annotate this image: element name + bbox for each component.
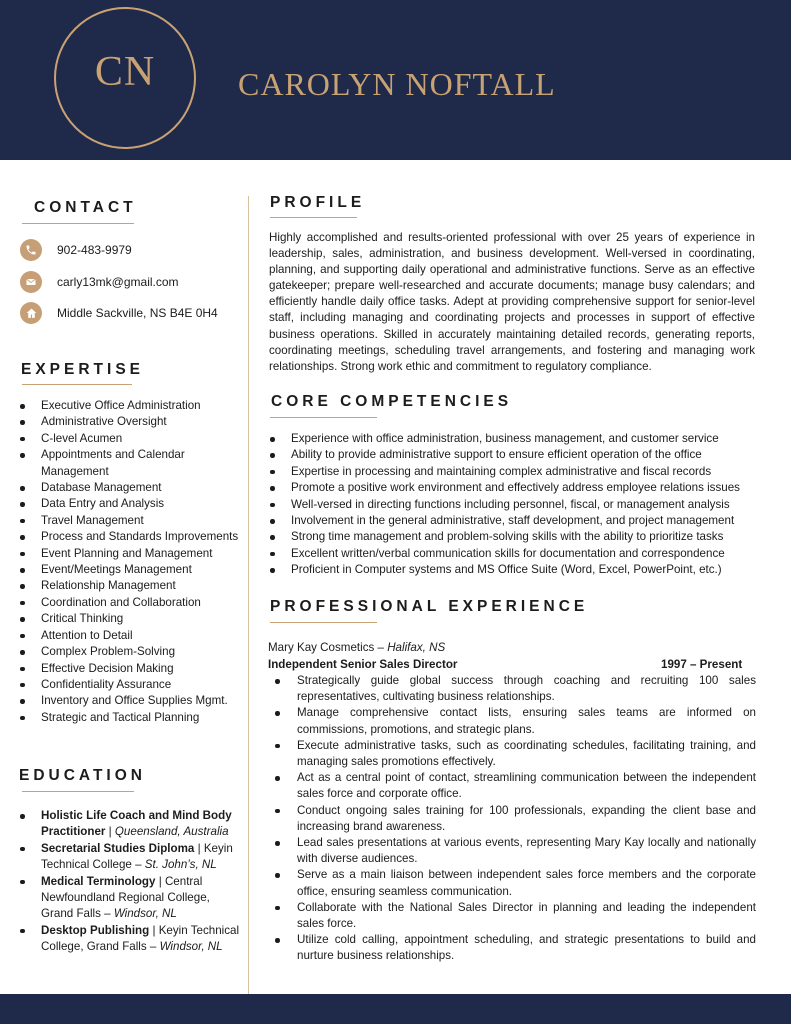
education-heading: EDUCATION [19,767,146,784]
education-location: Queensland, Australia [114,825,229,839]
experience-item: Collaborate with the National Sales Director in planning and leading the independent sales force. [275,900,756,932]
expertise-item: Coordination and Collaboration [20,595,242,611]
company-separator: – [374,641,388,654]
education-rule [22,791,134,792]
phone-icon [20,239,42,261]
job-company [268,641,445,654]
education-degree: Medical Terminology [41,874,156,888]
column-divider [248,196,249,994]
competencies-item: Excellent written/verbal communication skills for documentation and correspondence [270,546,760,562]
competencies-item: Expertise in processing and maintaining complex administrative and fiscal records [270,464,760,480]
expertise-item: Appointments and Calendar Management [20,447,242,480]
contact-email-row [20,270,179,294]
education-item [20,808,242,841]
education-item [20,923,242,956]
profile-summary: Highly accomplished and results-oriented professional with over 25 years of experience in leadership, sales, administration, and business development. Well-versed in coordinating, planning, and supporting daily operational and administrative functions. Serve as an effective gatekeeper; prepare well-researched and accurate documents; manage busy calendars; and efficiently handle daily office tasks. Adept at providing comprehensive support for senior-level staff, including managing and coordinating projects and processes in support of effective business operations. Skilled in accurately maintaining detailed records, generating reports, coordinating meetings, scheduling travel arrangements, and fostering and managing work relationships. Strong work ethic and commitment to regulatory compliance. [269,231,755,373]
education-degree: Desktop Publishing [41,923,150,937]
education-institution: Keyin Technical College, Grand Falls – [41,923,240,954]
expertise-item: Administrative Oversight [20,414,242,430]
company-name: Mary Kay Cosmetics [268,641,375,654]
competencies-rule [270,417,377,418]
contact-rule [22,223,134,224]
expertise-rule [22,384,132,385]
expertise-item: C-level Acumen [20,431,242,447]
expertise-item: Database Management [20,480,242,496]
education-institution: Central Newfoundland Regional College, Grand Falls – [41,874,210,921]
experience-bullets [275,673,756,965]
footer-banner [0,994,791,1024]
education-separator: | [105,825,115,839]
expertise-item: Data Entry and Analysis [20,496,242,512]
job-dates: 1997 – Present [661,658,743,671]
expertise-item: Inventory and Office Supplies Mgmt. [20,693,242,709]
expertise-item: Process and Standards Improvements [20,529,242,545]
experience-item: Strategically guide global success through coaching and recruiting 100 sales representatives, cultivating business relationships. [275,673,756,705]
experience-item: Execute administrative tasks, such as coordinating schedules, facilitating training, and managing sales promotions effectively. [275,738,756,770]
experience-item: Conduct ongoing sales training for 100 professionals, expanding the client base and increasing brand awareness. [275,803,756,835]
competencies-item: Experience with office administration, business management, and customer service [270,431,760,447]
competencies-item: Well-versed in directing functions including personnel, fiscal, or management analysis [270,497,760,513]
education-list [20,808,242,956]
mail-icon [20,271,42,293]
contact-phone: 902-483-9979 [57,243,132,257]
experience-rule [270,622,377,623]
expertise-item: Travel Management [20,513,242,529]
education-item [20,841,242,874]
expertise-item: Effective Decision Making [20,661,242,677]
education-degree: Secretarial Studies Diploma [41,841,195,855]
expertise-heading: EXPERTISE [21,361,144,378]
competencies-item: Promote a positive work environment and effectively address employee relations issues [270,480,760,496]
education-separator: | [194,841,204,855]
education-degree: Holistic Life Coach and Mind Body Practitioner [41,809,232,839]
contact-address-row [20,301,218,325]
expertise-item: Event/Meetings Management [20,562,242,578]
profile-rule [270,217,357,218]
education-location: Windsor, NL [113,907,177,921]
expertise-item: Strategic and Tactical Planning [20,710,242,726]
expertise-item: Executive Office Administration [20,398,242,414]
header-banner [0,0,791,160]
profile-heading: PROFILE [270,194,366,211]
expertise-item: Confidentiality Assurance [20,677,242,693]
monogram-circle [54,7,196,149]
education-location: Windsor, NL [159,940,223,954]
education-location: St. John’s, NL [144,858,217,872]
home-icon [20,302,42,324]
expertise-item: Complex Problem-Solving [20,644,242,660]
contact-heading: CONTACT [34,199,137,216]
contact-email[interactable]: carly13mk@gmail.com [57,275,179,289]
job-role: Independent Senior Sales Director [268,658,458,671]
expertise-list [20,398,242,726]
company-location: Halifax, NS [387,641,446,654]
expertise-item: Event Planning and Management [20,546,242,562]
experience-item: Utilize cold calling, appointment scheduling, and strategic presentations to build and nurture business relationships. [275,932,756,964]
expertise-item: Critical Thinking [20,611,242,627]
education-separator: | [149,923,159,937]
expertise-item: Relationship Management [20,578,242,594]
experience-heading: PROFESSIONAL EXPERIENCE [270,598,589,615]
competencies-item: Strong time management and problem-solving skills with the ability to prioritize tasks [270,529,760,545]
education-separator: | [155,874,165,888]
expertise-item: Attention to Detail [20,628,242,644]
competencies-heading: CORE COMPETENCIES [271,393,513,410]
education-item [20,874,242,923]
competencies-item: Involvement in the general administrative, staff development, and project management [270,513,760,529]
competencies-list [270,431,760,579]
experience-item: Serve as a main liaison between independent sales force members and the corporate office, ensuring seamless communication. [275,867,756,899]
monogram: CN [94,49,156,95]
contact-address: Middle Sackville, NS B4E 0H4 [57,306,218,320]
competencies-item: Proficient in Computer systems and MS Office Suite (Word, Excel, PowerPoint, etc.) [270,562,760,578]
education-institution: Keyin Technical College – [41,841,233,872]
competencies-item: Ability to provide administrative support to ensure efficient operation of the office [270,447,760,463]
contact-phone-row [20,238,132,262]
candidate-name: CAROLYN NOFTALL [238,66,556,102]
experience-item: Lead sales presentations at various events, representing Mary Kay locally and nationally with diverse audiences. [275,835,756,867]
experience-item: Act as a central point of contact, streamlining communication between the independent sales force and corporate office. [275,770,756,802]
experience-item: Manage comprehensive contact lists, ensuring sales teams are informed on commissions, promotions, and strategic plans. [275,705,756,737]
